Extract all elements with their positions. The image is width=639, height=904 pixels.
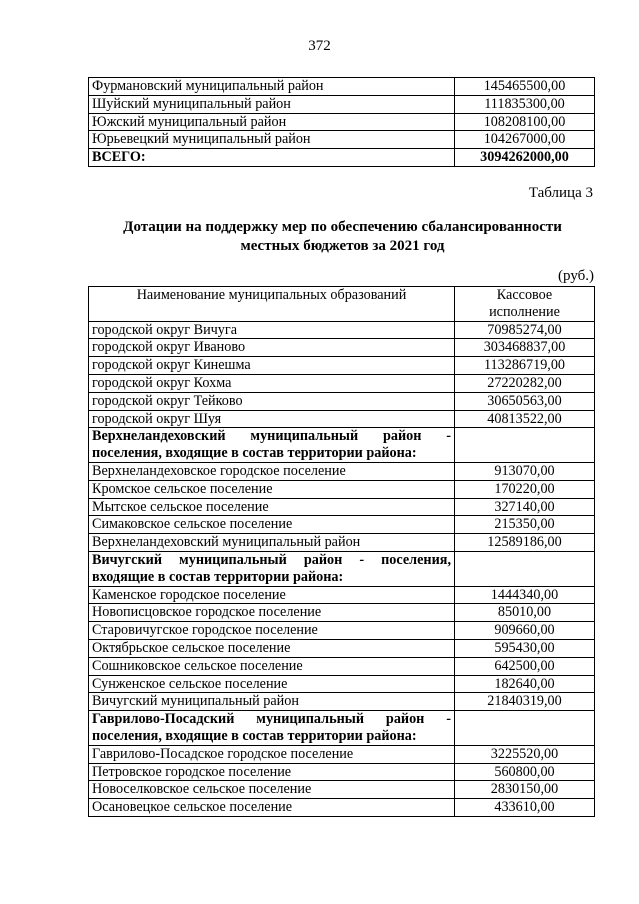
group-value-empty xyxy=(455,428,595,463)
row-name: городской округ Вичуга xyxy=(89,321,455,339)
table-row xyxy=(89,131,595,149)
group-row xyxy=(89,551,595,586)
row-value: 12589186,00 xyxy=(455,534,595,552)
top-table xyxy=(88,77,595,167)
row-name: городской округ Иваново xyxy=(89,339,455,357)
table-row xyxy=(89,113,595,131)
row-name: Кромское сельское поселение xyxy=(89,480,455,498)
row-name: Гаврилово-Посадское городское поселение xyxy=(89,745,455,763)
header-row xyxy=(89,287,595,322)
title-line-1: Дотации на поддержку мер по обеспечению сбалансированности xyxy=(123,219,562,235)
row-name: Южский муниципальный район xyxy=(89,113,455,131)
total-value: 3094262000,00 xyxy=(455,149,595,167)
row-value: 215350,00 xyxy=(455,516,595,534)
row-value: 145465500,00 xyxy=(455,78,595,96)
row-value: 560800,00 xyxy=(455,763,595,781)
row-name: Мытское сельское поселение xyxy=(89,498,455,516)
row-name: Вичугский муниципальный район xyxy=(89,693,455,711)
row-value: 21840319,00 xyxy=(455,693,595,711)
row-name: Старовичугское городское поселение xyxy=(89,622,455,640)
table-title xyxy=(90,218,595,256)
row-value: 595430,00 xyxy=(455,639,595,657)
table-row xyxy=(89,604,595,622)
row-value: 40813522,00 xyxy=(455,410,595,428)
group-row xyxy=(89,711,595,746)
row-name: Шуйский муниципальный район xyxy=(89,95,455,113)
header-name: Наименование муниципальных образований xyxy=(89,287,455,322)
row-value: 913070,00 xyxy=(455,462,595,480)
row-value: 104267000,00 xyxy=(455,131,595,149)
row-value: 433610,00 xyxy=(455,799,595,817)
header-value-line-1: Кассовое xyxy=(496,287,553,303)
row-name: Фурмановский муниципальный район xyxy=(89,78,455,96)
unit-label: (руб.) xyxy=(558,268,594,284)
row-name: Верхнеландеховское городское поселение xyxy=(89,462,455,480)
row-value: 3225520,00 xyxy=(455,745,595,763)
table-row xyxy=(89,622,595,640)
row-name: городской округ Кинешма xyxy=(89,357,455,375)
row-value: 111835300,00 xyxy=(455,95,595,113)
table-row xyxy=(89,374,595,392)
row-name: Верхнеландеховский муниципальный район xyxy=(89,534,455,552)
table-row xyxy=(89,392,595,410)
table-row xyxy=(89,357,595,375)
row-name: Новописцовское городское поселение xyxy=(89,604,455,622)
table-row xyxy=(89,339,595,357)
row-name: Сунженское сельское поселение xyxy=(89,675,455,693)
table-row xyxy=(89,763,595,781)
row-value: 642500,00 xyxy=(455,657,595,675)
table-row xyxy=(89,321,595,339)
table-row xyxy=(89,586,595,604)
table-row xyxy=(89,462,595,480)
row-value: 327140,00 xyxy=(455,498,595,516)
row-name: городской округ Кохма xyxy=(89,374,455,392)
table-row xyxy=(89,693,595,711)
group-row xyxy=(89,428,595,463)
row-value: 182640,00 xyxy=(455,675,595,693)
table-row xyxy=(89,516,595,534)
header-value-line-2: исполнение xyxy=(489,303,560,320)
group-label: Гаврилово-Посадский муниципальный район - поселения, входящие в состав территории района: xyxy=(89,711,455,746)
group-value-empty xyxy=(455,551,595,586)
row-name: Новоселковское сельское поселение xyxy=(89,781,455,799)
table-caption: Таблица 3 xyxy=(528,185,593,201)
table-row xyxy=(89,95,595,113)
row-value: 27220282,00 xyxy=(455,374,595,392)
total-row xyxy=(89,149,595,167)
total-label: ВСЕГО: xyxy=(89,149,455,167)
row-value: 108208100,00 xyxy=(455,113,595,131)
table-row xyxy=(89,799,595,817)
table-row xyxy=(89,745,595,763)
row-value: 303468837,00 xyxy=(455,339,595,357)
page-number: 372 xyxy=(308,38,331,54)
group-label: Вичугский муниципальный район - поселения, входящие в состав территории района: xyxy=(89,551,455,586)
table-row xyxy=(89,781,595,799)
row-name: Каменское городское поселение xyxy=(89,586,455,604)
table-row xyxy=(89,534,595,552)
row-name: Октябрьское сельское поселение xyxy=(89,639,455,657)
title-line-2: местных бюджетов за 2021 год xyxy=(240,238,445,254)
row-name: городской округ Тейково xyxy=(89,392,455,410)
table-row xyxy=(89,78,595,96)
row-value: 70985274,00 xyxy=(455,321,595,339)
table-row xyxy=(89,480,595,498)
group-label: Верхнеландеховский муниципальный район - поселения, входящие в состав территории района: xyxy=(89,428,455,463)
row-value: 170220,00 xyxy=(455,480,595,498)
top-table-body xyxy=(89,78,595,167)
row-name: Сошниковское сельское поселение xyxy=(89,657,455,675)
row-value: 909660,00 xyxy=(455,622,595,640)
main-table-body xyxy=(89,321,595,816)
row-value: 85010,00 xyxy=(455,604,595,622)
row-name: Симаковское сельское поселение xyxy=(89,516,455,534)
table-row xyxy=(89,675,595,693)
row-name: Петровское городское поселение xyxy=(89,763,455,781)
row-value: 1444340,00 xyxy=(455,586,595,604)
header-value xyxy=(455,287,595,322)
row-name: Юрьевецкий муниципальный район xyxy=(89,131,455,149)
row-name: городской округ Шуя xyxy=(89,410,455,428)
group-value-empty xyxy=(455,711,595,746)
table-row xyxy=(89,657,595,675)
row-value: 113286719,00 xyxy=(455,357,595,375)
table-row xyxy=(89,410,595,428)
row-name: Осановецкое сельское поселение xyxy=(89,799,455,817)
row-value: 30650563,00 xyxy=(455,392,595,410)
row-value: 2830150,00 xyxy=(455,781,595,799)
table-row xyxy=(89,639,595,657)
main-table xyxy=(88,286,595,817)
table-row xyxy=(89,498,595,516)
